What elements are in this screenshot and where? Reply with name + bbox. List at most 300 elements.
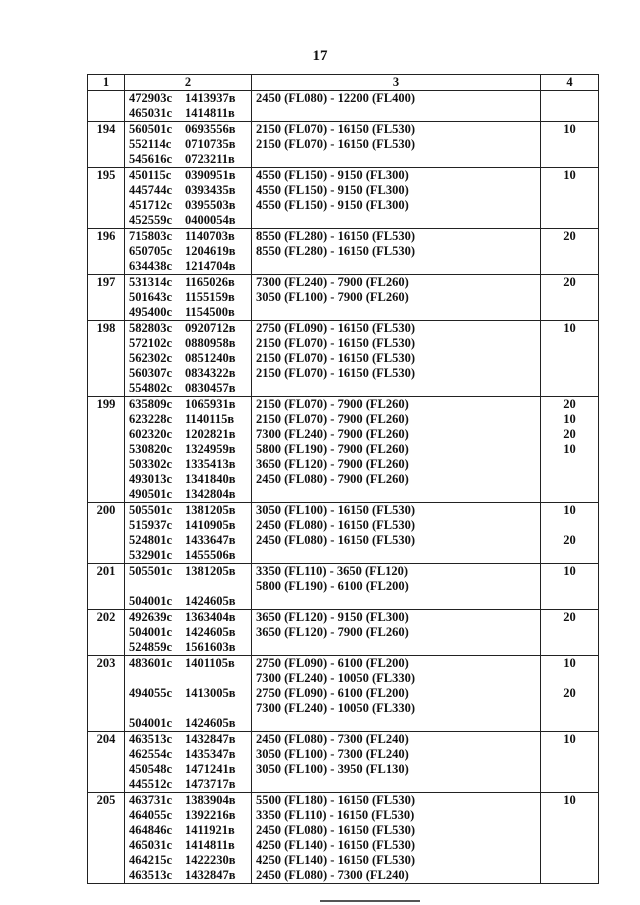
row-number: 195 [88,168,125,229]
altitude-range: 4550 (FL150) - 9150 (FL300) [256,168,409,182]
bottom-rule [320,900,420,902]
page-number: 17 [312,48,328,64]
altitude-range: 4250 (FL140) - 16150 (FL530) [256,838,416,852]
altitude-range [256,213,536,228]
coordinate-pair [129,321,247,336]
altitude-range [256,106,536,121]
value [545,351,594,366]
longitude-code: 0390951в [185,168,236,182]
altitude-range: 4550 (FL150) - 9150 (FL300) [256,198,409,212]
row-number [88,91,125,122]
value-cell [541,610,599,656]
altitude-range: 2150 (FL070) - 16150 (FL530) [256,336,416,350]
altitude-range: 2450 (FL080) - 16150 (FL530) [256,823,416,837]
altitude-range: 7300 (FL240) - 10050 (FL330) [256,671,416,685]
longitude-code: 0920712в [185,321,236,335]
coordinate-pair [129,823,247,838]
value: 10 [563,564,576,578]
table-row [88,168,599,229]
coordinate-pair [129,564,247,579]
altitude-range: 3650 (FL120) - 9150 (FL300) [256,610,409,624]
coordinate-pair [129,808,247,823]
value: 20 [563,427,576,441]
value [545,579,594,594]
longitude-code: 1202821в [185,427,236,441]
coordinates-cell [125,122,252,168]
latitude-code: 505501c [129,503,173,517]
row-number: 199 [88,397,125,503]
coordinate-pair [129,548,247,563]
latitude-code: 505501c [129,564,173,578]
longitude-code: 0400054в [185,213,236,227]
latitude-code: 635809c [129,397,173,411]
latitude-code: 623228c [129,412,173,426]
altitude-range-cell [252,229,541,275]
longitude-code: 1363404в [185,610,236,624]
row-number: 203 [88,656,125,732]
coordinate-pair [129,152,247,167]
altitude-range: 5500 (FL180) - 16150 (FL530) [256,793,416,807]
altitude-range: 4250 (FL140) - 16150 (FL530) [256,853,416,867]
table-row [88,397,599,503]
coordinate-pair [129,442,247,457]
value [545,472,594,487]
row-number: 198 [88,321,125,397]
altitude-range-cell [252,732,541,793]
coordinate-pair [129,122,247,137]
altitude-range: 7300 (FL240) - 7900 (FL260) [256,427,409,441]
coordinate-pair [129,168,247,183]
coordinate-pair [129,686,247,701]
altitude-range [256,777,536,792]
coordinate-pair [129,518,247,533]
value: 20 [563,533,576,547]
value: 10 [563,442,576,456]
value [545,868,594,883]
value [545,701,594,716]
altitude-range-cell [252,321,541,397]
altitude-range [256,259,536,274]
coordinate-pair [129,229,247,244]
table-row [88,732,599,793]
longitude-code: 1342804в [185,487,236,501]
coordinates-cell [125,564,252,610]
longitude-code: 1324959в [185,442,236,456]
longitude-code: 1154500в [185,305,235,319]
altitude-range: 2150 (FL070) - 16150 (FL530) [256,137,416,151]
longitude-code: 0395503в [185,198,236,212]
coordinate-pair [129,579,247,594]
altitude-range-cell [252,122,541,168]
value-cell [541,564,599,610]
value [545,808,594,823]
value-cell [541,91,599,122]
altitude-range: 2150 (FL070) - 7900 (FL260) [256,397,409,411]
altitude-range: 5800 (FL190) - 7900 (FL260) [256,442,409,456]
coordinate-pair [129,716,247,731]
longitude-code: 1140703в [185,229,235,243]
altitude-range [256,716,536,731]
value: 10 [563,168,576,182]
header-col-1: 1 [88,75,125,91]
coordinate-pair [129,351,247,366]
altitude-range: 2150 (FL070) - 16150 (FL530) [256,122,416,136]
latitude-code: 495400c [129,305,173,319]
value: 10 [563,732,576,746]
coordinate-pair [129,106,247,121]
row-number: 194 [88,122,125,168]
latitude-code: 450548c [129,762,173,776]
data-table [87,74,599,884]
altitude-range-cell [252,275,541,321]
latitude-code: 552114c [129,137,172,151]
coordinate-pair [129,656,247,671]
altitude-range: 3650 (FL120) - 7900 (FL260) [256,625,409,639]
longitude-code: 1432847в [185,868,236,882]
table-body [88,91,599,884]
value [545,305,594,320]
value: 10 [563,122,576,136]
latitude-code: 465031c [129,106,173,120]
coordinates-cell [125,656,252,732]
latitude-code: 560501c [129,122,173,136]
longitude-code: 1473717в [185,777,236,791]
altitude-range: 2450 (FL080) - 7300 (FL240) [256,732,409,746]
coordinate-pair [129,275,247,290]
altitude-range [256,548,536,563]
table-row [88,229,599,275]
longitude-code: 1341840в [185,472,236,486]
value: 20 [563,610,576,624]
coordinate-pair [129,91,247,106]
altitude-range: 5800 (FL190) - 6100 (FL200) [256,579,409,593]
table-row [88,321,599,397]
coordinate-pair [129,213,247,228]
row-number: 202 [88,610,125,656]
header-col-4: 4 [541,75,599,91]
table-row [88,503,599,564]
longitude-code: 1414811в [185,838,235,852]
latitude-code: 465031c [129,838,173,852]
value [545,487,594,502]
table-row [88,91,599,122]
altitude-range-cell [252,397,541,503]
longitude-code: 1335413в [185,457,236,471]
coordinates-cell [125,91,252,122]
latitude-code: 560307c [129,366,173,380]
value [545,137,594,152]
coordinates-cell [125,229,252,275]
longitude-code: 1413005в [185,686,236,700]
value [545,747,594,762]
row-number: 200 [88,503,125,564]
value: 10 [563,656,576,670]
latitude-code: 494055c [129,686,173,700]
value [545,594,594,609]
coordinate-pair [129,290,247,305]
latitude-code: 602320c [129,427,173,441]
coordinate-pair [129,137,247,152]
value [545,336,594,351]
altitude-range-cell [252,503,541,564]
latitude-code: 501643c [129,290,173,304]
latitude-code: 503302c [129,457,173,471]
coordinate-pair [129,412,247,427]
value: 20 [563,229,576,243]
value-cell [541,229,599,275]
value [545,290,594,305]
longitude-code: 1381205в [185,503,236,517]
latitude-code: 524801c [129,533,173,547]
altitude-range [256,487,536,502]
latitude-code: 493013c [129,472,173,486]
coordinate-pair [129,533,247,548]
coordinate-pair [129,762,247,777]
longitude-code: 1413937в [185,91,236,105]
value [545,366,594,381]
altitude-range: 2750 (FL090) - 6100 (FL200) [256,656,409,670]
latitude-code: 483601c [129,656,173,670]
latitude-code: 464215c [129,853,173,867]
latitude-code: 451712c [129,198,173,212]
coordinate-pair [129,381,247,396]
longitude-code: 1561603в [185,640,236,654]
coordinates-cell [125,503,252,564]
altitude-range [256,305,536,320]
longitude-code: 1392216в [185,808,236,822]
longitude-code: 0880958в [185,336,236,350]
coordinates-cell [125,793,252,884]
coordinate-pair [129,594,247,609]
longitude-code: 1214704в [185,259,236,273]
value [545,152,594,167]
coordinate-pair [129,701,247,716]
altitude-range: 3050 (FL100) - 3950 (FL130) [256,762,409,776]
latitude-code: 463513c [129,868,173,882]
longitude-code: 0834322в [185,366,236,380]
coordinate-pair [129,244,247,259]
table-row [88,122,599,168]
altitude-range-cell [252,656,541,732]
longitude-code: 0693556в [185,122,236,136]
value: 20 [563,275,576,289]
latitude-code: 562302c [129,351,173,365]
coordinates-cell [125,321,252,397]
longitude-code: 1383904в [185,793,236,807]
table-row [88,656,599,732]
altitude-range: 3350 (FL110) - 3650 (FL120) [256,564,409,578]
coordinate-pair [129,640,247,655]
value: 10 [563,321,576,335]
coordinate-pair [129,503,247,518]
longitude-code: 1155159в [185,290,235,304]
latitude-code: 715803c [129,229,173,243]
coordinate-pair [129,853,247,868]
longitude-code: 1455506в [185,548,236,562]
altitude-range: 3650 (FL120) - 7900 (FL260) [256,457,409,471]
latitude-code: 634438c [129,259,173,273]
latitude-code: 445744c [129,183,173,197]
header-col-2: 2 [125,75,252,91]
row-number: 204 [88,732,125,793]
row-number: 197 [88,275,125,321]
longitude-code: 1424605в [185,594,236,608]
altitude-range [256,152,536,167]
value [545,106,594,121]
coordinate-pair [129,472,247,487]
latitude-code: 532901c [129,548,173,562]
value [545,853,594,868]
altitude-range: 2450 (FL080) - 16150 (FL530) [256,533,416,547]
longitude-code: 0851240в [185,351,236,365]
altitude-range: 7300 (FL240) - 10050 (FL330) [256,701,416,715]
table-row [88,610,599,656]
altitude-range: 2450 (FL080) - 7300 (FL240) [256,868,409,882]
coordinate-pair [129,487,247,502]
latitude-code: 650705c [129,244,173,258]
latitude-code: 472903c [129,91,173,105]
longitude-code: 1140115в [185,412,235,426]
latitude-code: 530820c [129,442,173,456]
longitude-code: 0723211в [185,152,235,166]
longitude-code: 1433647в [185,533,236,547]
altitude-range: 2450 (FL080) - 12200 (FL400) [256,91,416,105]
row-number: 196 [88,229,125,275]
value [545,777,594,792]
altitude-range: 2150 (FL070) - 7900 (FL260) [256,412,409,426]
altitude-range-cell [252,91,541,122]
value-cell [541,168,599,229]
longitude-code: 1411921в [185,823,235,837]
value [545,625,594,640]
latitude-code: 462554c [129,747,173,761]
latitude-code: 545616c [129,152,173,166]
longitude-code: 1424605в [185,625,236,639]
altitude-range-cell [252,168,541,229]
altitude-range: 3050 (FL100) - 16150 (FL530) [256,503,416,517]
latitude-code: 582803c [129,321,173,335]
longitude-code: 0830457в [185,381,236,395]
value [545,183,594,198]
coordinates-cell [125,610,252,656]
coordinate-pair [129,183,247,198]
coordinate-pair [129,793,247,808]
coordinate-pair [129,397,247,412]
latitude-code: 450115c [129,168,172,182]
value [545,518,594,533]
latitude-code: 452559c [129,213,173,227]
coordinates-cell [125,397,252,503]
latitude-code: 504001c [129,716,173,730]
longitude-code: 1422230в [185,853,236,867]
value [545,213,594,228]
latitude-code: 464846c [129,823,173,837]
header-col-3: 3 [252,75,541,91]
longitude-code: 1165026в [185,275,235,289]
value-cell [541,275,599,321]
longitude-code: 1401105в [185,656,235,670]
value-cell [541,793,599,884]
altitude-range-cell [252,610,541,656]
altitude-range [256,640,536,655]
value-cell [541,732,599,793]
latitude-code: 504001c [129,625,173,639]
longitude-code: 1065931в [185,397,236,411]
latitude-code: 515937c [129,518,173,532]
value: 20 [563,397,576,411]
table-header-row [88,75,599,91]
latitude-code: 463513c [129,732,173,746]
value [545,838,594,853]
longitude-code: 1414811в [185,106,235,120]
latitude-code: 572102c [129,336,173,350]
longitude-code: 1471241в [185,762,236,776]
table-row [88,793,599,884]
altitude-range: 8550 (FL280) - 16150 (FL530) [256,244,416,258]
value [545,381,594,396]
altitude-range-cell [252,793,541,884]
value: 10 [563,793,576,807]
value: 10 [563,412,576,426]
coordinate-pair [129,838,247,853]
value [545,762,594,777]
coordinate-pair [129,747,247,762]
value-cell [541,656,599,732]
value [545,640,594,655]
longitude-code: 1381205в [185,564,236,578]
value [545,671,594,686]
value-cell [541,397,599,503]
altitude-range: 8550 (FL280) - 16150 (FL530) [256,229,416,243]
value [545,548,594,563]
coordinate-pair [129,671,247,686]
value-cell [541,321,599,397]
coordinate-pair [129,427,247,442]
altitude-range-cell [252,564,541,610]
altitude-range: 7300 (FL240) - 7900 (FL260) [256,275,409,289]
latitude-code: 492639c [129,610,173,624]
altitude-range: 3350 (FL110) - 16150 (FL530) [256,808,415,822]
latitude-code: 464055c [129,808,173,822]
value [545,457,594,472]
coordinate-pair [129,336,247,351]
longitude-code: 0710735в [185,137,236,151]
latitude-code: 524859c [129,640,173,654]
altitude-range: 2150 (FL070) - 16150 (FL530) [256,351,416,365]
altitude-range: 2450 (FL080) - 16150 (FL530) [256,518,416,532]
latitude-code: 531314c [129,275,173,289]
coordinate-pair [129,457,247,472]
coordinate-pair [129,366,247,381]
table-row [88,275,599,321]
value: 10 [563,503,576,517]
latitude-code: 504001c [129,594,173,608]
latitude-code: 463731c [129,793,173,807]
altitude-range: 3050 (FL100) - 7900 (FL260) [256,290,409,304]
row-number: 201 [88,564,125,610]
value [545,244,594,259]
value-cell [541,503,599,564]
altitude-range: 2150 (FL070) - 16150 (FL530) [256,366,416,380]
coordinate-pair [129,868,247,883]
altitude-range [256,381,536,396]
longitude-code: 1410905в [185,518,236,532]
latitude-code: 554802c [129,381,173,395]
coordinate-pair [129,259,247,274]
coordinates-cell [125,732,252,793]
altitude-range: 3050 (FL100) - 7300 (FL240) [256,747,409,761]
value [545,823,594,838]
